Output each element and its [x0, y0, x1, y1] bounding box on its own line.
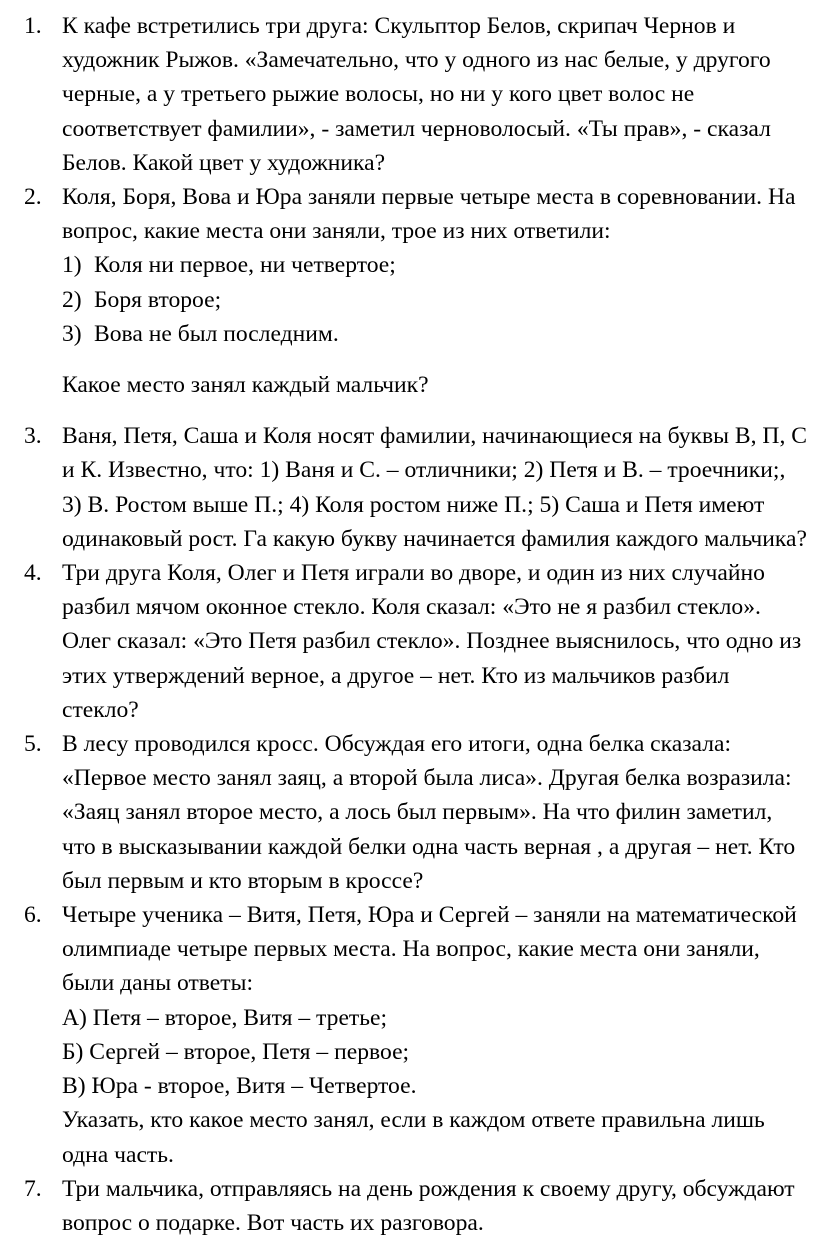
- problem-number: 1.: [24, 13, 42, 39]
- problem-question: Указать, кто какое место занял, если в каждом ответе правильна лишь одна часть.: [62, 1107, 765, 1168]
- problem-3: [0, 419, 816, 556]
- answer-text: Боря второе;: [94, 286, 222, 313]
- spacer: [62, 351, 810, 368]
- answer-item: В) Юра - второе, Витя – Четвертое.: [62, 1073, 417, 1100]
- problem-number: 6.: [24, 902, 42, 929]
- problem-text: В лесу проводился кросс. Обсуждая его итоги, одна белка сказала: «Первое место занял заяц, а второй была лиса». Другая белка возразила: «Заяц занял второе место, а лось был первым». На что филин заметил, что в высказывании каждой белки одна часть верная , а другая – нет. Кто был первым и кто вторым в кроссе?: [62, 731, 796, 894]
- problem-5: [0, 727, 816, 898]
- problem-6: [0, 898, 816, 1172]
- problem-7: [0, 1172, 816, 1240]
- answer-number: 2): [62, 286, 82, 313]
- problem-number: 7.: [24, 1175, 42, 1202]
- answer-number: 1): [62, 252, 82, 279]
- problem-1: [0, 9, 816, 180]
- problem-question: Какое место занял каждый мальчик?: [62, 372, 429, 399]
- problem-4: [0, 556, 816, 727]
- problem-text: Три друга Коля, Олег и Петя играли во дворе, и один из них случайно разбил мячом оконное стекло. Коля сказал: «Это не я разбил стекло». Олег сказал: «Это Петя разбил стекло». Позднее выяснилось, что одно из этих утверждений верное, а другое – нет. Кто из мальчиков разбил стекло?: [62, 560, 802, 723]
- answer-item: [62, 283, 810, 317]
- answer-item: Б) Сергей – второе, Петя – первое;: [62, 1038, 410, 1065]
- spacer: [62, 402, 810, 419]
- problem-2: [0, 180, 816, 419]
- problem-number: 4.: [24, 560, 42, 587]
- answer-item: [62, 248, 810, 282]
- answer-number: 3): [62, 320, 82, 347]
- problem-text: Коля, Боря, Вова и Юра заняли первые четыре места в соревновании. На вопрос, какие места они заняли, трое из них ответили:: [62, 184, 796, 245]
- problem-number: 5.: [24, 731, 42, 758]
- answer-item: [62, 317, 810, 351]
- problem-number: 2.: [24, 184, 42, 211]
- answer-text: Коля ни первое, ни четвертое;: [94, 252, 396, 279]
- answer-text: Вова не был последним.: [94, 320, 339, 347]
- problem-text: Ваня, Петя, Саша и Коля носят фамилии, начинающиеся на буквы В, П, С и К. Известно, что: 1) Ваня и С. – отличники; 2) Петя и В. – троечники;, 3) В. Ростом выше П.; 4) Коля ростом ниже П.; 5) Саша и Петя имеют одинаковый рост. Га какую букву начинается фамилия каждого мальчика?: [62, 423, 807, 552]
- problem-number: 3.: [24, 423, 42, 450]
- problem-text: К кафе встретились три друга: Скульптор Белов, скрипач Чернов и художник Рыжов. «Замечательно, что у одного из нас белые, у другого черные, а у третьего рыжие волосы, но ни у кого цвет волос не соответствует фамилии», - заметил черноволосый. «Ты прав», - сказал Белов. Какой цвет у художника?: [62, 13, 771, 176]
- problem-text: Три мальчика, отправляясь на день рождения к своему другу, обсуждают вопрос о подарке. Вот часть их разговора.: [62, 1175, 795, 1236]
- answer-item: А) Петя – второе, Витя – третье;: [62, 1004, 388, 1031]
- problem-text: Четыре ученика – Витя, Петя, Юра и Сергей – заняли на математической олимпиаде четыре первых места. На вопрос, какие места они заняли, были даны ответы:: [62, 902, 797, 997]
